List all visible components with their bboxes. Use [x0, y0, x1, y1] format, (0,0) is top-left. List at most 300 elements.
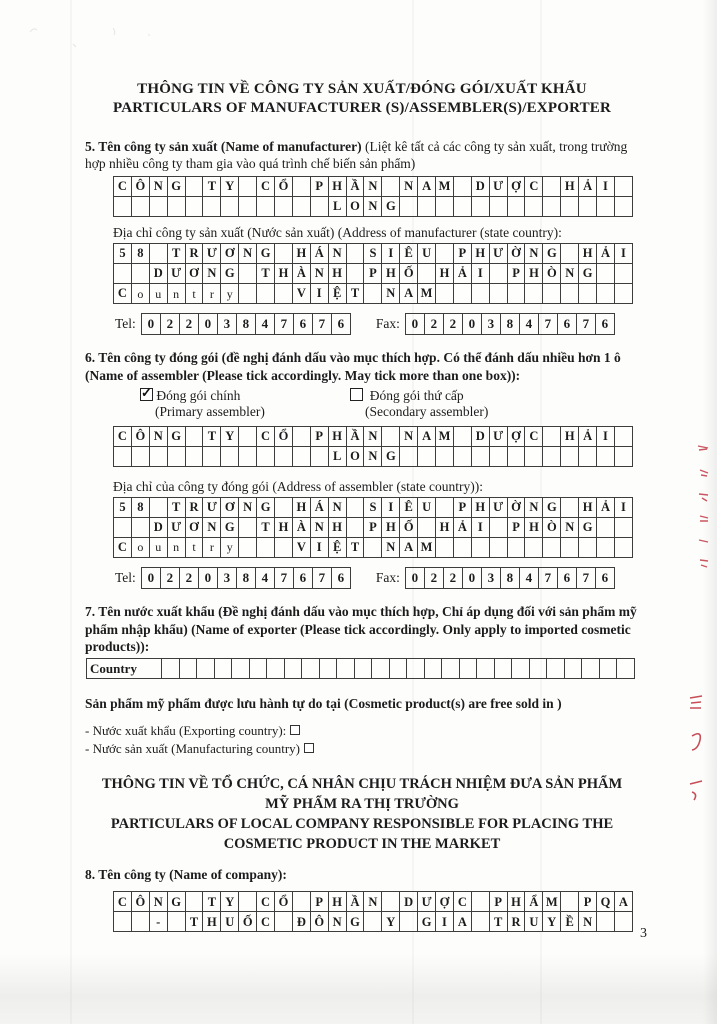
grid-row — [113, 243, 632, 264]
grid-cell: G — [167, 176, 186, 197]
grid-cell: C — [113, 537, 132, 558]
manufacturer-address-grid — [113, 243, 632, 304]
grid-row — [113, 537, 632, 558]
grid-cell: D — [471, 176, 490, 197]
grid-cell: M — [435, 426, 454, 447]
digit-cell: 2 — [443, 313, 463, 335]
primary-assembler-option — [140, 388, 318, 420]
grid-cell: C — [524, 426, 543, 447]
grid-cell: I — [381, 243, 400, 264]
section5-label-rest: (Liệt kê tất cả các công ty sản xuất, trong trường hợp nhiều công ty tham gia vào quá trình chế biến sản phẩm) — [85, 138, 628, 172]
grid-cell — [542, 537, 561, 558]
grid-cell: P — [578, 891, 597, 912]
grid-cell — [614, 446, 633, 467]
grid-cell — [507, 196, 526, 217]
grid-cell — [546, 658, 565, 679]
grid-cell: t — [185, 537, 204, 558]
grid-cell: G — [578, 263, 597, 284]
primary-assembler-checkbox — [140, 388, 153, 401]
grid-cell — [596, 517, 615, 538]
grid-cell — [131, 446, 150, 467]
grid-cell: 8 — [131, 497, 150, 518]
fax-digits — [405, 313, 614, 335]
fax-label: Fax: — [375, 316, 400, 332]
grid-cell: M — [435, 176, 454, 197]
grid-cell: N — [560, 517, 579, 538]
grid-cell: H — [328, 263, 347, 284]
grid-cell: P — [310, 176, 329, 197]
grid-cell — [249, 658, 268, 679]
grid-cell — [435, 243, 454, 264]
grid-cell — [185, 176, 204, 197]
grid-cell — [614, 263, 633, 284]
grid-cell — [274, 283, 293, 304]
grid-cell: H — [292, 497, 311, 518]
grid-cell — [614, 537, 633, 558]
digit-cell: 6 — [557, 567, 577, 589]
grid-cell — [238, 176, 257, 197]
scan-shadow-bottom — [0, 954, 717, 1024]
grid-cell: P — [507, 263, 526, 284]
grid-cell — [614, 517, 633, 538]
tel-label: Tel: — [115, 569, 136, 585]
grid-cell — [301, 658, 320, 679]
grid-cell: N — [363, 196, 382, 217]
grid-cell: R — [507, 911, 526, 932]
grid-cell: Ê — [399, 243, 418, 264]
grid-cell: I — [471, 263, 490, 284]
grid-cell: N — [238, 497, 257, 518]
grid-cell — [274, 497, 293, 518]
grid-cell: P — [453, 497, 472, 518]
grid-row — [113, 176, 632, 197]
grid-cell — [381, 176, 400, 197]
grid-cell: Ư — [167, 263, 186, 284]
digit-cell: 2 — [443, 567, 463, 589]
grid-cell — [167, 196, 186, 217]
grid-cell: N — [328, 243, 347, 264]
fax-label: Fax: — [375, 569, 400, 585]
digit-cell: 7 — [274, 313, 294, 335]
grid-cell — [453, 283, 472, 304]
grid-cell: r — [202, 537, 221, 558]
grid-cell: G — [417, 911, 436, 932]
grid-cell: Ả — [453, 263, 472, 284]
grid-cell — [238, 537, 257, 558]
section6-label: 6. Tên công ty đóng gói (đề nghị đánh dấu vào mục thích hợp. Có thể đánh dấu nhiều hơn 1 ô (Name of assembler (Please tick accordingly. May tick more than one box)): — [85, 350, 621, 383]
grid-cell: G — [381, 196, 400, 217]
grid-cell — [167, 911, 186, 932]
grid-cell — [399, 446, 418, 467]
grid-cell: U — [417, 243, 436, 264]
grid-cell: À — [292, 517, 311, 538]
grid-cell: N — [578, 911, 597, 932]
grid-cell: Y — [381, 911, 400, 932]
grid-cell: H — [507, 891, 526, 912]
grid-cell: Ô — [131, 891, 150, 912]
grid-cell — [274, 196, 293, 217]
digit-cell: 4 — [519, 313, 539, 335]
grid-cell: T — [185, 911, 204, 932]
digit-cell: 0 — [198, 313, 218, 335]
exporting-country-option: - Nước xuất khẩu (Exporting country): — [85, 723, 639, 739]
grid-cell — [417, 263, 436, 284]
grid-cell: H — [381, 517, 400, 538]
grid-cell — [220, 196, 239, 217]
grid-cell — [560, 283, 579, 304]
secondary-assembler-checkbox — [350, 388, 363, 401]
grid-cell — [292, 446, 311, 467]
grid-cell: R — [185, 243, 204, 264]
grid-cell: N — [310, 263, 329, 284]
grid-cell — [354, 658, 373, 679]
digit-cell: 3 — [217, 567, 237, 589]
grid-cell: R — [185, 497, 204, 518]
grid-cell: H — [274, 517, 293, 538]
grid-cell — [256, 283, 275, 304]
grid-cell — [471, 283, 490, 304]
grid-cell — [596, 283, 615, 304]
grid-cell: H — [292, 243, 311, 264]
grid-cell — [266, 658, 285, 679]
grid-cell — [581, 658, 600, 679]
grid-cell: Y — [220, 891, 239, 912]
grid-cell — [542, 283, 561, 304]
grid-cell: u — [149, 283, 168, 304]
grid-cell: y — [220, 537, 239, 558]
grid-cell: Ầ — [346, 891, 365, 912]
grid-cell — [389, 658, 408, 679]
secondary-assembler-label-vi: Đóng gói thứ cấp — [369, 387, 464, 403]
grid-cell: H — [328, 176, 347, 197]
grid-cell: G — [381, 446, 400, 467]
grid-cell — [578, 537, 597, 558]
grid-cell: N — [524, 497, 543, 518]
grid-cell — [507, 446, 526, 467]
grid-cell: r — [202, 283, 221, 304]
grid-cell: Ả — [453, 517, 472, 538]
grid-cell: S — [363, 243, 382, 264]
grid-cell — [435, 196, 454, 217]
grid-cell — [238, 283, 257, 304]
grid-cell: M — [417, 537, 436, 558]
grid-cell — [471, 537, 490, 558]
grid-cell — [489, 196, 508, 217]
digit-cell: 4 — [255, 313, 275, 335]
grid-cell — [560, 497, 579, 518]
grid-cell: G — [346, 911, 365, 932]
grid-cell: Ề — [560, 911, 579, 932]
grid-cell — [274, 911, 293, 932]
grid-cell — [435, 283, 454, 304]
grid-cell: Ẩ — [524, 891, 543, 912]
grid-cell: T — [202, 176, 221, 197]
grid-cell: C — [113, 891, 132, 912]
grid-cell: N — [202, 263, 221, 284]
grid-cell: G — [542, 497, 561, 518]
digit-cell: 6 — [595, 567, 615, 589]
grid-cell: U — [524, 911, 543, 932]
grid-cell: P — [489, 891, 508, 912]
grid-cell: P — [363, 263, 382, 284]
grid-cell: I — [614, 497, 633, 518]
grid-cell — [507, 537, 526, 558]
grid-cell — [489, 537, 508, 558]
digit-cell: 7 — [538, 313, 558, 335]
grid-cell: Ả — [578, 426, 597, 447]
grid-cell — [596, 263, 615, 284]
grid-cell: N — [149, 891, 168, 912]
grid-cell: C — [256, 911, 275, 932]
digit-cell: 4 — [255, 567, 275, 589]
digit-cell: 2 — [160, 313, 180, 335]
grid-row — [113, 891, 632, 912]
grid-cell: Ệ — [328, 537, 347, 558]
assembler-options — [140, 388, 639, 420]
grid-cell: G — [220, 263, 239, 284]
grid-cell: G — [542, 243, 561, 264]
grid-cell — [131, 196, 150, 217]
grid-cell: O — [346, 196, 365, 217]
grid-cell: N — [202, 517, 221, 538]
grid-cell: A — [417, 176, 436, 197]
grid-cell: N — [149, 426, 168, 447]
digit-cell: 7 — [576, 313, 596, 335]
grid-cell — [471, 446, 490, 467]
grid-cell — [131, 911, 150, 932]
grid-cell — [238, 426, 257, 447]
grid-cell: D — [471, 426, 490, 447]
grid-cell — [596, 446, 615, 467]
grid-cell — [489, 446, 508, 467]
exporter-country-grid — [86, 658, 634, 679]
digit-cell: 0 — [405, 567, 425, 589]
manufacturer-name-grid — [113, 176, 632, 217]
grid-cell: H — [471, 243, 490, 264]
grid-cell — [560, 446, 579, 467]
grid-cell: G — [256, 497, 275, 518]
grid-cell — [459, 658, 478, 679]
grid-cell — [238, 891, 257, 912]
grid-cell: Ơ — [185, 517, 204, 538]
grid-cell: S — [363, 497, 382, 518]
grid-cell: G — [167, 891, 186, 912]
grid-cell — [310, 196, 329, 217]
page-number: 3 — [640, 926, 647, 941]
grid-cell: Ả — [578, 176, 597, 197]
section5-label-bold: 5. Tên công ty sản xuất (Name of manufacturer) — [85, 138, 362, 154]
digit-cell: 0 — [462, 567, 482, 589]
grid-cell — [292, 891, 311, 912]
grid-cell: Ư — [489, 426, 508, 447]
grid-cell — [113, 446, 132, 467]
digit-cell: 7 — [538, 567, 558, 589]
grid-cell: L — [328, 196, 347, 217]
local-company-header — [85, 774, 639, 854]
grid-cell — [179, 658, 198, 679]
grid-cell: N — [328, 911, 347, 932]
grid-cell: I — [596, 176, 615, 197]
grid-cell: N — [363, 446, 382, 467]
grid-cell — [319, 658, 338, 679]
secondary-assembler-label-en: (Secondary assembler) — [365, 403, 489, 419]
grid-cell: H — [578, 497, 597, 518]
grid-cell — [471, 196, 490, 217]
grid-row — [113, 283, 632, 304]
grid-cell — [185, 891, 204, 912]
grid-cell: V — [292, 283, 311, 304]
grid-cell: T — [202, 426, 221, 447]
grid-cell: A — [614, 891, 633, 912]
grid-cell — [578, 196, 597, 217]
grid-cell — [346, 517, 365, 538]
grid-cell: D — [149, 263, 168, 284]
section5-address-label: Địa chỉ công ty sản xuất (Nước sản xuất) (Address of manufacturer (state country): — [113, 225, 562, 241]
grid-cell — [399, 196, 418, 217]
header-title-vi: THÔNG TIN VỀ CÔNG TY SẢN XUẤT/ĐÓNG GÓI/XUẤT KHẨU — [137, 81, 587, 97]
grid-cell — [346, 497, 365, 518]
primary-assembler-label-en: (Primary assembler) — [155, 403, 265, 419]
grid-cell: D — [399, 891, 418, 912]
grid-cell: C — [113, 283, 132, 304]
grid-cell: Ư — [202, 243, 221, 264]
grid-cell — [238, 517, 257, 538]
grid-cell: Đ — [292, 911, 311, 932]
grid-cell — [471, 911, 490, 932]
grid-cell: H — [328, 517, 347, 538]
exporting-country-checkbox — [290, 725, 300, 735]
grid-cell: Ầ — [346, 426, 365, 447]
digit-cell: 3 — [217, 313, 237, 335]
grid-cell — [202, 196, 221, 217]
grid-cell — [238, 263, 257, 284]
grid-cell: o — [131, 283, 150, 304]
grid-cell: M — [417, 283, 436, 304]
grid-cell: Ờ — [507, 497, 526, 518]
grid-cell: G — [256, 243, 275, 264]
grid-cell: Ệ — [328, 283, 347, 304]
grid-cell: H — [328, 891, 347, 912]
grid-cell: N — [399, 426, 418, 447]
grid-cell — [274, 243, 293, 264]
grid-cell — [238, 446, 257, 467]
grid-cell: M — [542, 891, 561, 912]
grid-cell — [185, 446, 204, 467]
grid-cell: Ổ — [274, 891, 293, 912]
grid-cell: Country — [86, 658, 162, 679]
grid-cell: H — [435, 263, 454, 284]
grid-cell: Ổ — [274, 176, 293, 197]
grid-cell — [220, 446, 239, 467]
assembler-address-grid — [113, 497, 632, 558]
grid-cell — [256, 446, 275, 467]
grid-cell: H — [381, 263, 400, 284]
grid-cell: Ơ — [220, 243, 239, 264]
grid-cell: H — [471, 497, 490, 518]
header2-line2: MỸ PHẨM RA THỊ TRƯỜNG — [265, 795, 459, 812]
grid-cell: H — [274, 263, 293, 284]
grid-cell: L — [328, 446, 347, 467]
grid-cell: Á — [310, 243, 329, 264]
grid-cell: I — [310, 283, 329, 304]
digit-cell: 3 — [481, 313, 501, 335]
grid-cell: A — [399, 283, 418, 304]
digit-cell: 8 — [500, 313, 520, 335]
manufacturer-telfax — [115, 313, 639, 335]
grid-cell: u — [149, 537, 168, 558]
digit-cell: 6 — [595, 313, 615, 335]
grid-cell — [616, 658, 635, 679]
grid-cell: Ả — [596, 497, 615, 518]
grid-cell: 8 — [131, 243, 150, 264]
grid-cell — [406, 658, 425, 679]
grid-cell — [494, 658, 513, 679]
grid-cell — [371, 658, 390, 679]
section-header — [85, 80, 639, 118]
grid-cell — [578, 283, 597, 304]
grid-cell — [560, 243, 579, 264]
grid-cell: Ư — [489, 497, 508, 518]
grid-cell: N — [310, 517, 329, 538]
grid-cell — [489, 283, 508, 304]
header-title-en: PARTICULARS OF MANUFACTURER (S)/ASSEMBLER(S)/EXPORTER — [112, 99, 612, 116]
digit-cell: 2 — [179, 567, 199, 589]
grid-cell — [435, 537, 454, 558]
grid-cell — [113, 196, 132, 217]
section6-address-label: Địa chỉ của công ty đóng gói (Address of assembler (state country)): — [113, 478, 484, 494]
manufacturing-country-option: - Nước sản xuất (Manufacturing country) — [85, 741, 639, 757]
grid-cell: C — [256, 891, 275, 912]
manufacturing-country-checkbox — [304, 743, 314, 753]
grid-cell — [149, 446, 168, 467]
grid-cell: G — [578, 517, 597, 538]
tel-label: Tel: — [115, 316, 136, 332]
free-sold-options — [85, 723, 639, 758]
digit-cell: 2 — [424, 567, 444, 589]
grid-cell: T — [202, 891, 221, 912]
grid-cell: 5 — [113, 497, 132, 518]
grid-cell: Ơ — [220, 497, 239, 518]
grid-row — [113, 446, 632, 467]
grid-cell — [363, 911, 382, 932]
grid-cell: Ư — [417, 891, 436, 912]
digit-cell: 8 — [236, 313, 256, 335]
grid-cell — [596, 911, 615, 932]
grid-cell: T — [346, 537, 365, 558]
grid-cell — [417, 517, 436, 538]
digit-cell: 4 — [519, 567, 539, 589]
grid-row — [113, 497, 632, 518]
grid-row — [113, 196, 632, 217]
grid-cell: N — [363, 426, 382, 447]
grid-cell: C — [113, 426, 132, 447]
grid-cell — [185, 426, 204, 447]
grid-cell — [149, 243, 168, 264]
grid-cell: N — [363, 891, 382, 912]
header2-line3: PARTICULARS OF LOCAL COMPANY RESPONSIBLE FOR PLACING THE — [110, 815, 614, 832]
grid-cell — [453, 176, 472, 197]
grid-row — [113, 426, 632, 447]
grid-cell: Ư — [167, 517, 186, 538]
digit-cell: 0 — [141, 567, 161, 589]
grid-cell: Ơ — [185, 263, 204, 284]
grid-cell — [441, 658, 460, 679]
grid-cell — [542, 196, 561, 217]
assembler-name-grid — [113, 426, 632, 467]
grid-cell: O — [346, 446, 365, 467]
grid-cell: T — [167, 497, 186, 518]
grid-cell: 5 — [113, 243, 132, 264]
